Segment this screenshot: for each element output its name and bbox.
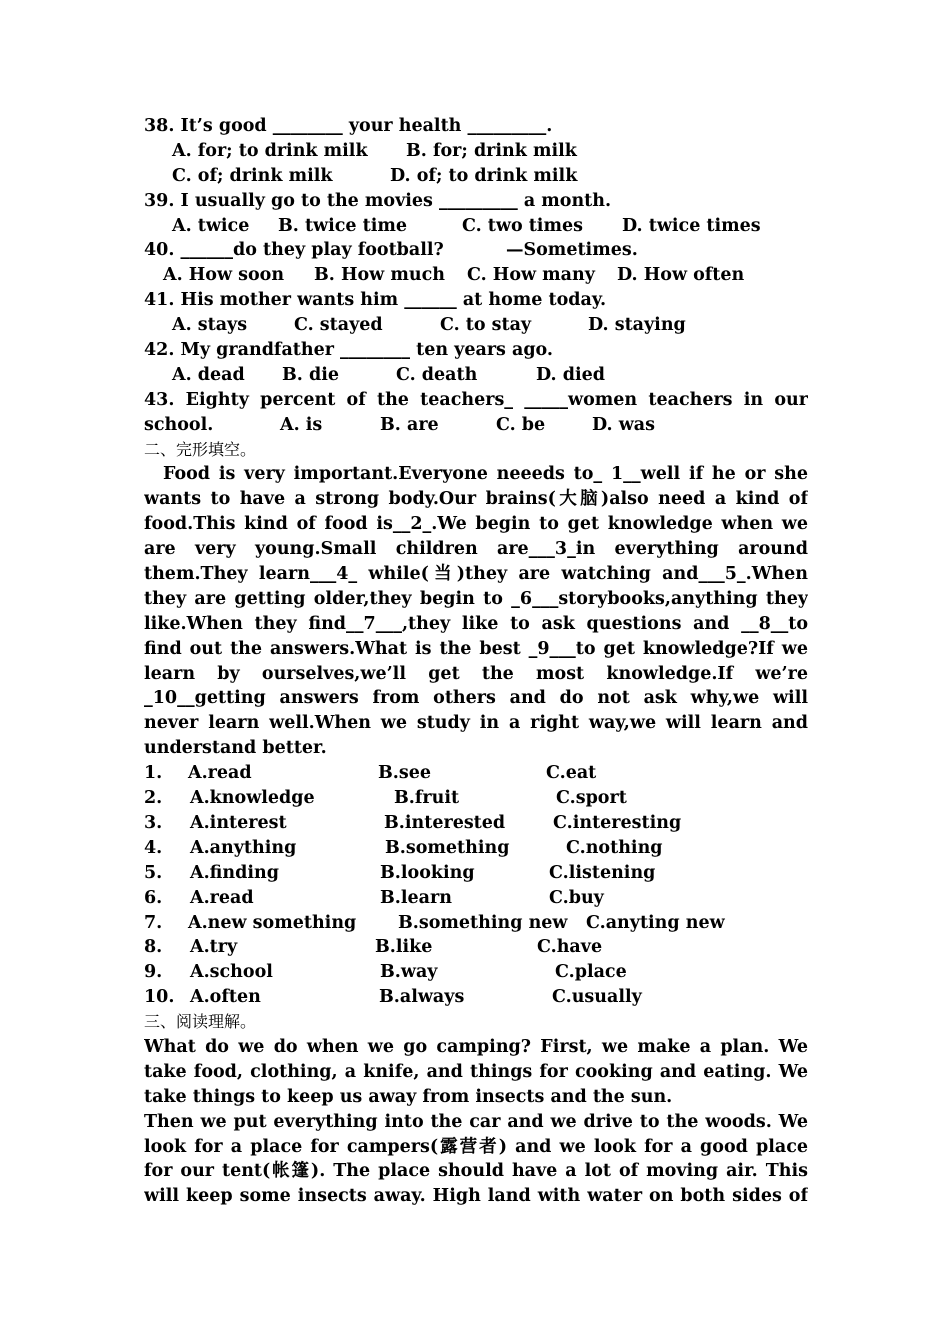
cloze-option-a[interactable]: A.anything xyxy=(190,837,297,858)
cloze-line: Food is very important.Everyone neeeds to_ 1__well if he or she xyxy=(163,464,808,485)
q41-option-d[interactable]: D. staying xyxy=(588,315,686,336)
cloze-option-number: 6. xyxy=(144,887,163,908)
q39-option-d[interactable]: D. twice times xyxy=(622,215,761,236)
cloze-option-b[interactable]: B.way xyxy=(380,962,438,983)
q43-option-a[interactable]: A. is xyxy=(280,414,323,435)
cloze-option-number: 3. xyxy=(144,812,163,833)
cloze-option-number: 2. xyxy=(144,788,163,809)
reading-line: will keep some insects away. High land with water on both sides of xyxy=(144,1186,808,1207)
cloze-option-a[interactable]: A.interest xyxy=(190,812,287,833)
cloze-option-row xyxy=(144,861,808,886)
cloze-option-b[interactable]: B.like xyxy=(375,937,433,958)
q40-option-d[interactable]: D. How often xyxy=(617,265,745,286)
cloze-option-a[interactable]: A.finding xyxy=(190,862,279,883)
cloze-option-row xyxy=(144,985,808,1010)
cloze-option-c[interactable]: C.listening xyxy=(549,862,656,883)
reading-line: take food, clothing, a knife, and things for cooking and eating. We xyxy=(144,1061,808,1082)
q40-reply: —Sometimes. xyxy=(506,240,638,261)
cloze-option-number: 8. xyxy=(144,937,163,958)
q41-option-a[interactable]: A. stays xyxy=(172,315,248,336)
cloze-option-row xyxy=(144,911,808,936)
q43-stem-end: school. xyxy=(144,414,214,435)
cloze-option-number: 10. xyxy=(144,987,175,1008)
cloze-option-row xyxy=(144,836,808,861)
question-42-stem: 42. My grandfather ________ ten years ago. xyxy=(144,340,554,361)
question-40-options xyxy=(144,263,808,288)
q42-option-c[interactable]: C. death xyxy=(396,364,478,385)
question-41-stem: 41. His mother wants him ______ at home today. xyxy=(144,290,607,311)
reading-line: look for a place for campers(露营者) and we look for a good place xyxy=(144,1136,808,1157)
question-38-options-row2 xyxy=(144,164,808,189)
cloze-option-row xyxy=(144,761,808,786)
q39-option-c[interactable]: C. two times xyxy=(462,215,583,236)
question-39-stem: 39. I usually go to the movies _________ a month. xyxy=(144,190,612,211)
q41-option-b[interactable]: C. stayed xyxy=(294,315,383,336)
question-41-options xyxy=(144,313,808,338)
cloze-option-row xyxy=(144,960,808,985)
cloze-line: understand better. xyxy=(144,738,327,759)
cloze-option-number: 9. xyxy=(144,962,163,983)
cloze-option-b[interactable]: B.always xyxy=(379,987,465,1008)
q43-option-d[interactable]: D. was xyxy=(592,414,655,435)
question-38-stem: 38. It’s good ________ your health _________. xyxy=(144,116,553,136)
q39-option-b[interactable]: B. twice time xyxy=(278,215,408,236)
cloze-option-row xyxy=(144,886,808,911)
cloze-option-a[interactable]: A.new something xyxy=(188,912,357,933)
q38-option-d[interactable]: D. of; to drink milk xyxy=(390,165,578,186)
section-2-title: 二、完形填空。 xyxy=(144,439,257,459)
cloze-line: learn by ourselves,we’ll get the most knowledge.If we’re xyxy=(144,663,808,684)
cloze-option-b[interactable]: B.something xyxy=(385,837,510,858)
cloze-option-b[interactable]: B.fruit xyxy=(394,788,460,809)
cloze-line: are very young.Small children are___3_in everything around xyxy=(144,539,808,560)
cloze-option-c[interactable]: C.sport xyxy=(556,788,627,809)
cloze-option-c[interactable]: C.buy xyxy=(549,887,604,908)
cloze-option-a[interactable]: A.school xyxy=(190,962,273,983)
cloze-option-row xyxy=(144,811,808,836)
cloze-line: food.This kind of food is__2_.We begin to get knowledge when we xyxy=(144,514,808,535)
q38-option-a[interactable]: A. for; to drink milk xyxy=(172,140,368,161)
q42-option-a[interactable]: A. dead xyxy=(172,364,245,385)
question-42-options xyxy=(144,363,808,388)
cloze-option-c[interactable]: C.usually xyxy=(552,987,642,1008)
q40-option-b[interactable]: B. How much xyxy=(314,265,445,286)
question-38-options-row1 xyxy=(144,139,808,164)
q43-option-b[interactable]: B. are xyxy=(380,414,439,435)
question-40-stem xyxy=(144,238,808,263)
cloze-option-c[interactable]: C.interesting xyxy=(553,812,682,833)
cloze-option-a[interactable]: A.try xyxy=(190,937,238,958)
cloze-option-c[interactable]: C.place xyxy=(555,962,627,983)
cloze-option-b[interactable]: B.see xyxy=(378,763,432,784)
q42-option-b[interactable]: B. die xyxy=(282,364,339,385)
cloze-option-a[interactable]: A.often xyxy=(190,987,261,1008)
cloze-option-a[interactable]: A.read xyxy=(190,887,254,908)
cloze-line: wants to have a strong body.Our brains(大脑)also need a kind of xyxy=(144,489,808,510)
cloze-option-number: 5. xyxy=(144,862,163,883)
reading-line: take things to keep us away from insects and the sun. xyxy=(144,1086,673,1107)
q38-option-b[interactable]: B. for; drink milk xyxy=(406,140,577,161)
q41-option-c[interactable]: C. to stay xyxy=(440,315,532,336)
question-43-options xyxy=(144,413,808,438)
cloze-option-c[interactable]: C.have xyxy=(537,937,603,958)
cloze-option-c[interactable]: C.anyting new xyxy=(586,912,725,933)
reading-line: What do we do when we go camping? First, we make a plan. We xyxy=(144,1036,808,1057)
cloze-option-b[interactable]: B.learn xyxy=(380,887,452,908)
q40-question: 40. ______do they play football? xyxy=(144,240,444,261)
question-43-stem: 43. Eighty percent of the teachers_ _____women teachers in our xyxy=(144,389,808,410)
q39-option-a[interactable]: A. twice xyxy=(172,215,250,236)
cloze-line: never learn well.When we study in a right way,we will learn and xyxy=(144,713,808,734)
cloze-option-row xyxy=(144,935,808,960)
cloze-option-c[interactable]: C.nothing xyxy=(566,837,663,858)
cloze-line: find out the answers.What is the best _9___to get knowledge?If we xyxy=(144,638,808,659)
cloze-line: like.When they find__7___,they like to ask questions and __8__to xyxy=(144,613,808,634)
cloze-line: them.They learn___4_ while(当)they are watching and___5_.When xyxy=(144,564,808,585)
cloze-option-row xyxy=(144,786,808,811)
q38-option-c[interactable]: C. of; drink milk xyxy=(172,165,333,186)
q42-option-d[interactable]: D. died xyxy=(536,364,605,385)
cloze-option-a[interactable]: A.read xyxy=(188,763,252,784)
cloze-option-b[interactable]: B.interested xyxy=(384,812,506,833)
cloze-option-a[interactable]: A.knowledge xyxy=(190,788,315,809)
cloze-option-number: 1. xyxy=(144,763,163,784)
cloze-option-c[interactable]: C.eat xyxy=(546,763,597,784)
q40-option-c[interactable]: C. How many xyxy=(467,265,595,286)
cloze-option-number: 4. xyxy=(144,837,163,858)
worksheet-page xyxy=(144,114,808,1209)
reading-line: Then we put everything into the car and we drive to the woods. We xyxy=(144,1111,808,1132)
q40-option-a[interactable]: A. How soon xyxy=(163,265,285,286)
cloze-line: they are getting older,they begin to _6___storybooks,anything they xyxy=(144,588,808,609)
reading-line: for our tent(帐篷). The place should have a lot of moving air. This xyxy=(144,1161,808,1182)
q43-option-c[interactable]: C. be xyxy=(496,414,546,435)
question-39-options xyxy=(144,214,808,239)
cloze-option-b[interactable]: B.something new xyxy=(398,912,568,933)
cloze-line: _10__getting answers from others and do not ask why,we will xyxy=(144,688,808,709)
section-3-title: 三、阅读理解。 xyxy=(144,1012,257,1032)
cloze-option-b[interactable]: B.looking xyxy=(380,862,475,883)
cloze-option-number: 7. xyxy=(144,912,163,933)
